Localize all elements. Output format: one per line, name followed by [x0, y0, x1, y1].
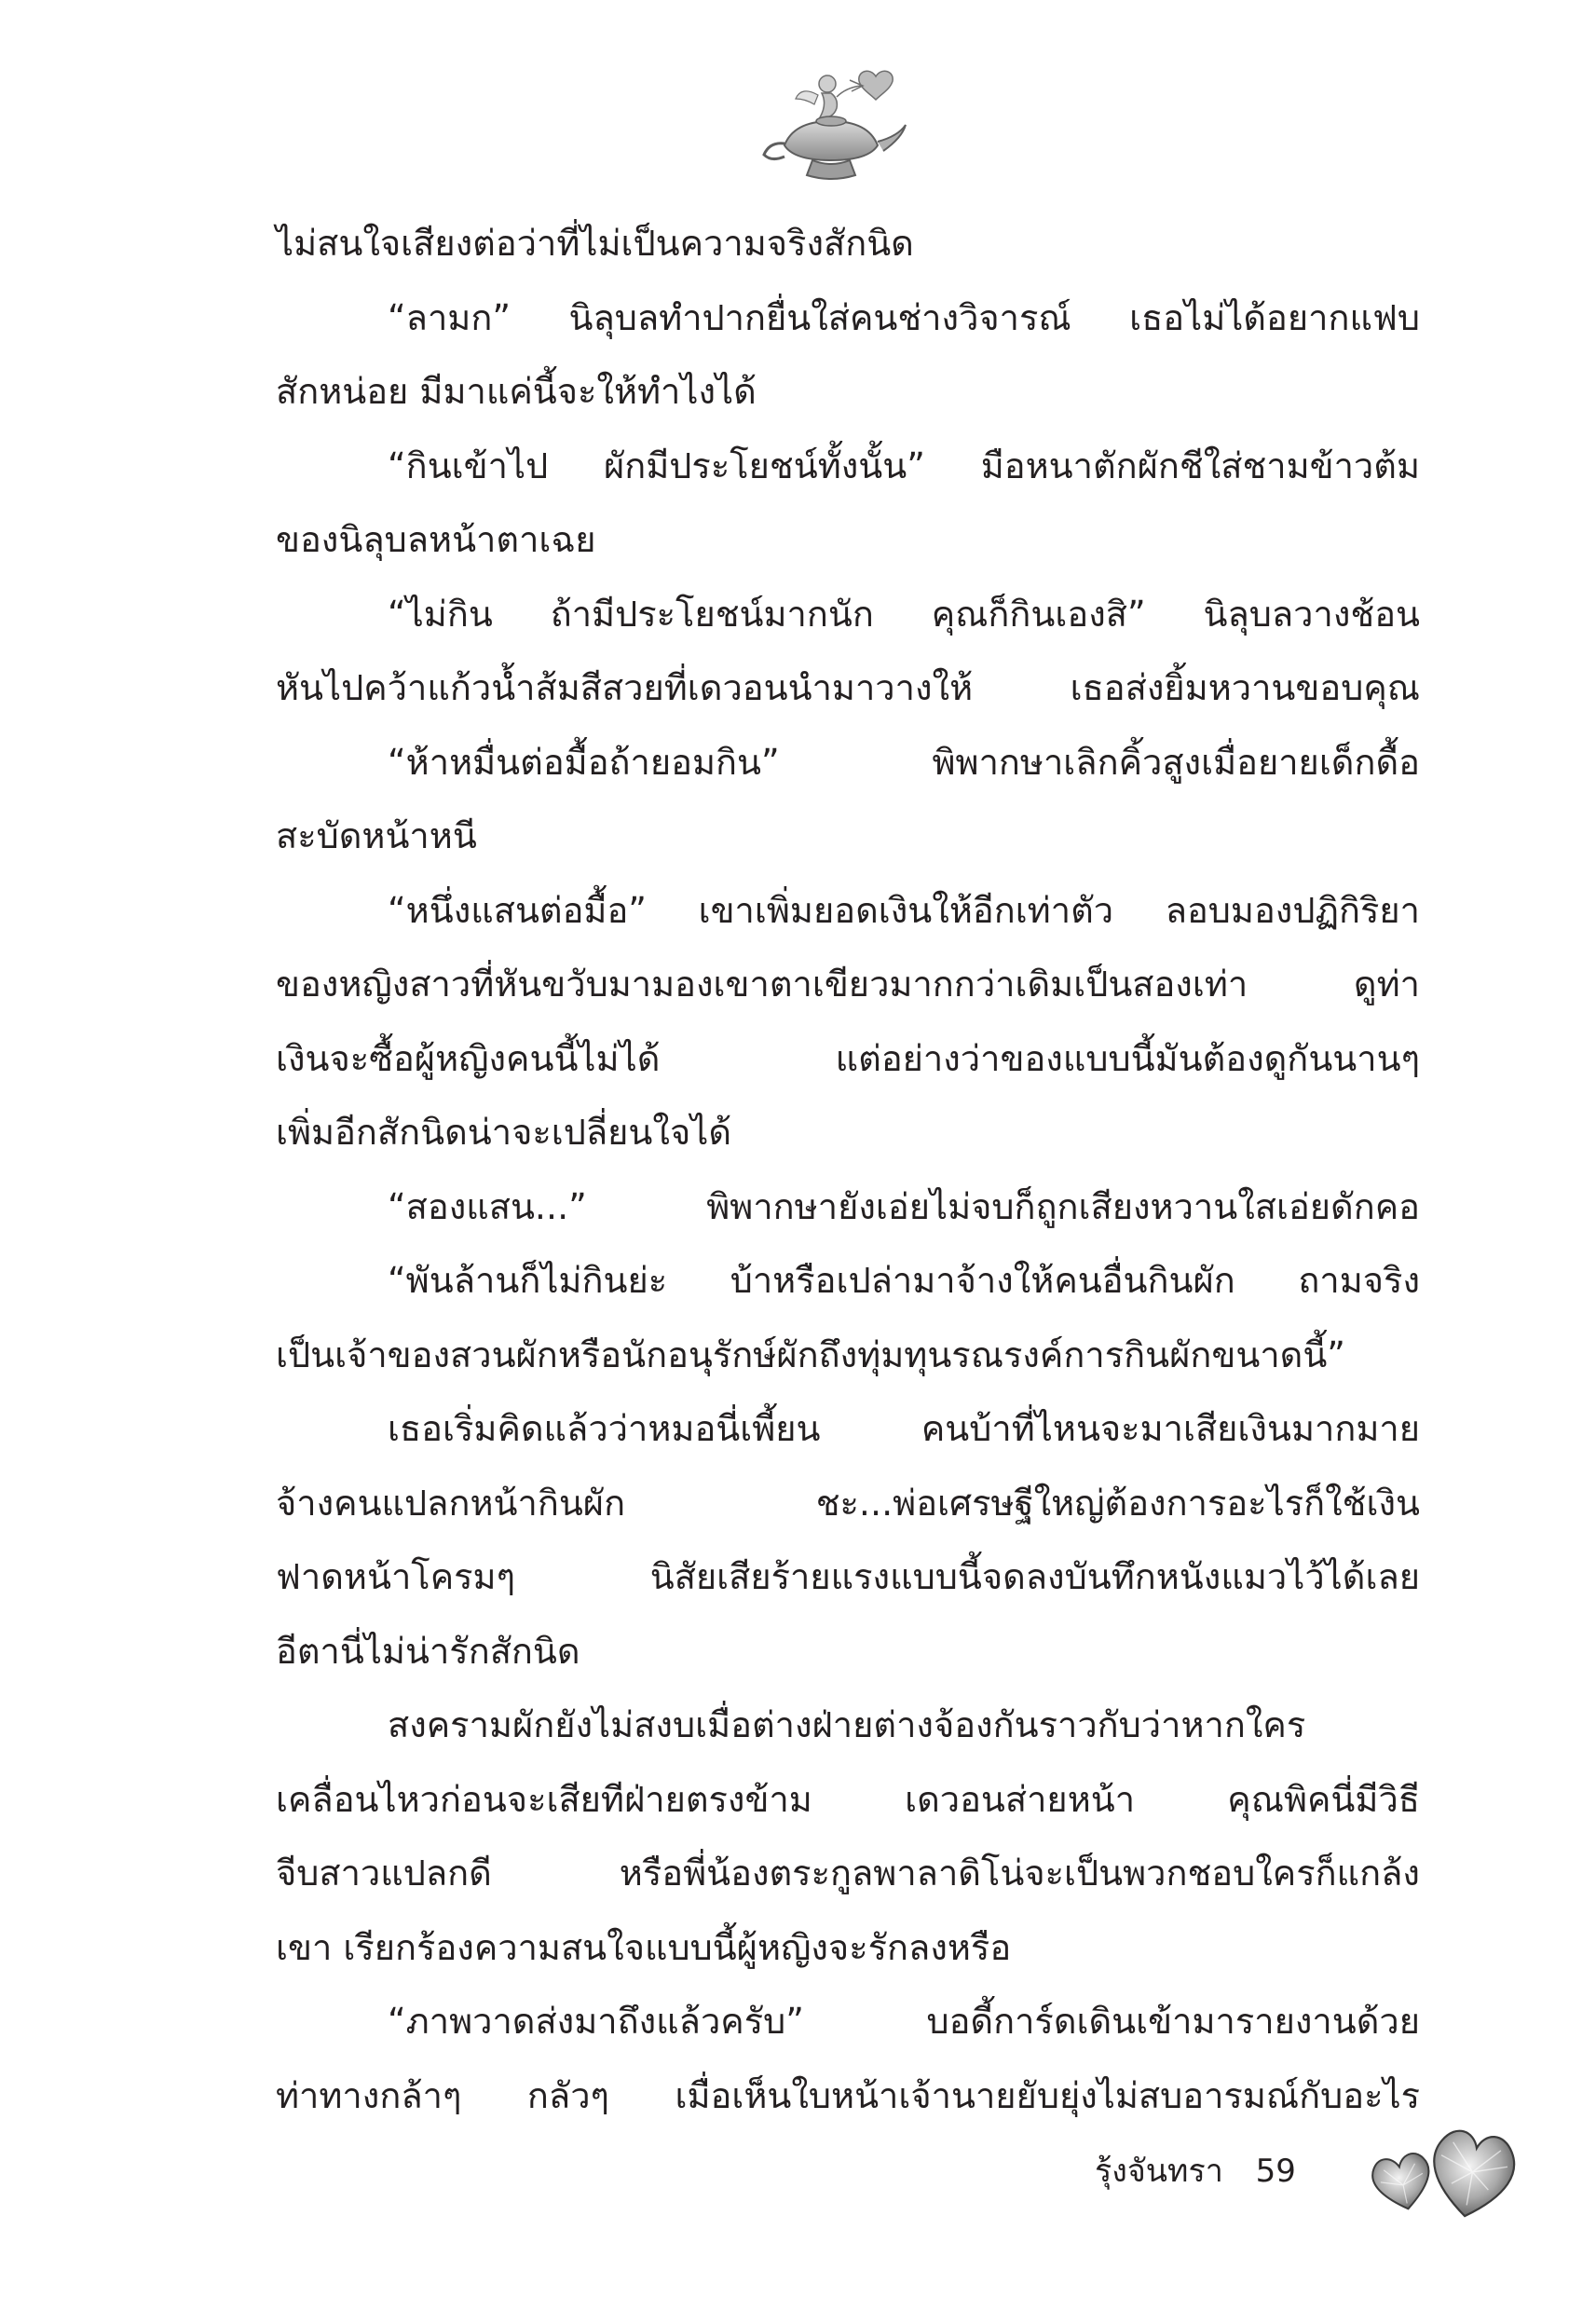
- text-line: ไม่สนใจเสียงต่อว่าที่ไม่เป็นความจริงสักนิด: [276, 223, 914, 264]
- text-line: “ห้าหมื่นต่อมื้อถ้ายอมกิน” พิพากษาเลิกคิ้วสูงเมื่อยายเด็กดื้อ: [388, 741, 1420, 783]
- text-line: “พันล้านก็ไม่กินย่ะ บ้าหรือเปล่ามาจ้างให้คนอื่นกินผัก ถามจริง: [388, 1260, 1420, 1301]
- text-line: ของนิลุบลหน้าตาเฉย: [276, 519, 596, 560]
- text-line: หันไปคว้าแก้วน้ำส้มสีสวยที่เดวอนนำมาวางให้ เธอส่งยิ้มหวานขอบคุณ: [276, 667, 1420, 708]
- text-line: อีตานี่ไม่น่ารักสักนิด: [276, 1630, 580, 1672]
- page-number: 59: [1255, 2153, 1296, 2190]
- text-line: ท่าทางกล้าๆ กลัวๆ เมื่อเห็นใบหน้าเจ้านายยับยุ่งไม่สบอารมณ์กับอะไร: [276, 2074, 1420, 2116]
- text-line: สงครามผักยังไม่สงบเมื่อต่างฝ่ายต่างจ้องกันราวกับว่าหากใคร: [388, 1704, 1306, 1745]
- text-line: เป็นเจ้าของสวนผักหรือนักอนุรักษ์ผักถึงทุ่มทุนรณรงค์การกินผักขนาดนี้”: [276, 1333, 1345, 1375]
- text-line: จีบสาวแปลกดี หรือพี่น้องตระกูลพาลาดิโน่จะเป็นพวกชอบใครก็แกล้ง: [276, 1853, 1420, 1894]
- text-line: เขา เรียกร้องความสนใจแบบนี้ผู้หญิงจะรักลงหรือ: [276, 1926, 1012, 1968]
- text-line: “ลามก” นิลุบลทำปากยื่นใส่คนช่างวิจารณ์ เธอไม่ได้อยากแฟบ: [388, 296, 1420, 338]
- book-title: รุ้งจันทรา: [1095, 2153, 1223, 2190]
- text-line: เธอเริ่มคิดแล้วว่าหมอนี่เพี้ยน คนบ้าที่ไหนจะมาเสียเงินมากมาย: [388, 1408, 1420, 1449]
- body-text: [276, 207, 1420, 2133]
- crystal-hearts-icon: [1362, 2111, 1525, 2232]
- text-line: จ้างคนแปลกหน้ากินผัก ชะ...พ่อเศรษฐีใหญ่ต้องการอะไรก็ใช้เงิน: [276, 1482, 1420, 1524]
- text-line: “สองแสน...” พิพากษายังเอ่ยไม่จบก็ถูกเสียงหวานใสเอ่ยดักคอ: [388, 1185, 1420, 1227]
- text-line: “หนึ่งแสนต่อมื้อ” เขาเพิ่มยอดเงินให้อีกเท่าตัว ลอบมองปฏิกิริยา: [388, 889, 1420, 931]
- text-line: เคลื่อนไหวก่อนจะเสียทีฝ่ายตรงข้าม เดวอนส่ายหน้า คุณพิคนี่มีวิธี: [276, 1778, 1420, 1820]
- text-line: สักหน่อย มีมาแค่นี้จะให้ทำไงได้: [276, 371, 757, 412]
- text-line: “ภาพวาดส่งมาถึงแล้วครับ” บอดี้การ์ดเดินเข้ามารายงานด้วย: [388, 2001, 1420, 2042]
- text-line: ของหญิงสาวที่หันขวับมามองเขาตาเขียวมากกว่าเดิมเป็นสองเท่า ดูท่า: [276, 964, 1420, 1005]
- text-line: สะบัดหน้าหนี: [276, 815, 477, 856]
- text-line: “ไม่กิน ถ้ามีประโยชน์มากนัก คุณก็กินเองสิ” นิลุบลวางช้อน: [388, 593, 1420, 635]
- genie-lamp-ornament-icon: [757, 56, 915, 196]
- text-line: “กินเข้าไป ผักมีประโยชน์ทั้งนั้น” มือหนาตักผักชีใส่ชามข้าวต้ม: [388, 444, 1420, 486]
- page-footer: [1095, 2153, 1296, 2190]
- text-line: เงินจะซื้อผู้หญิงคนนี้ไม่ได้ แต่อย่างว่าของแบบนี้มันต้องดูกันนานๆ: [276, 1037, 1420, 1079]
- text-line: เพิ่มอีกสักนิดน่าจะเปลี่ยนใจได้: [276, 1112, 732, 1153]
- text-line: ฟาดหน้าโครมๆ นิสัยเสียร้ายแรงแบบนี้จดลงบันทึกหนังแมวไว้ได้เลย: [276, 1556, 1420, 1597]
